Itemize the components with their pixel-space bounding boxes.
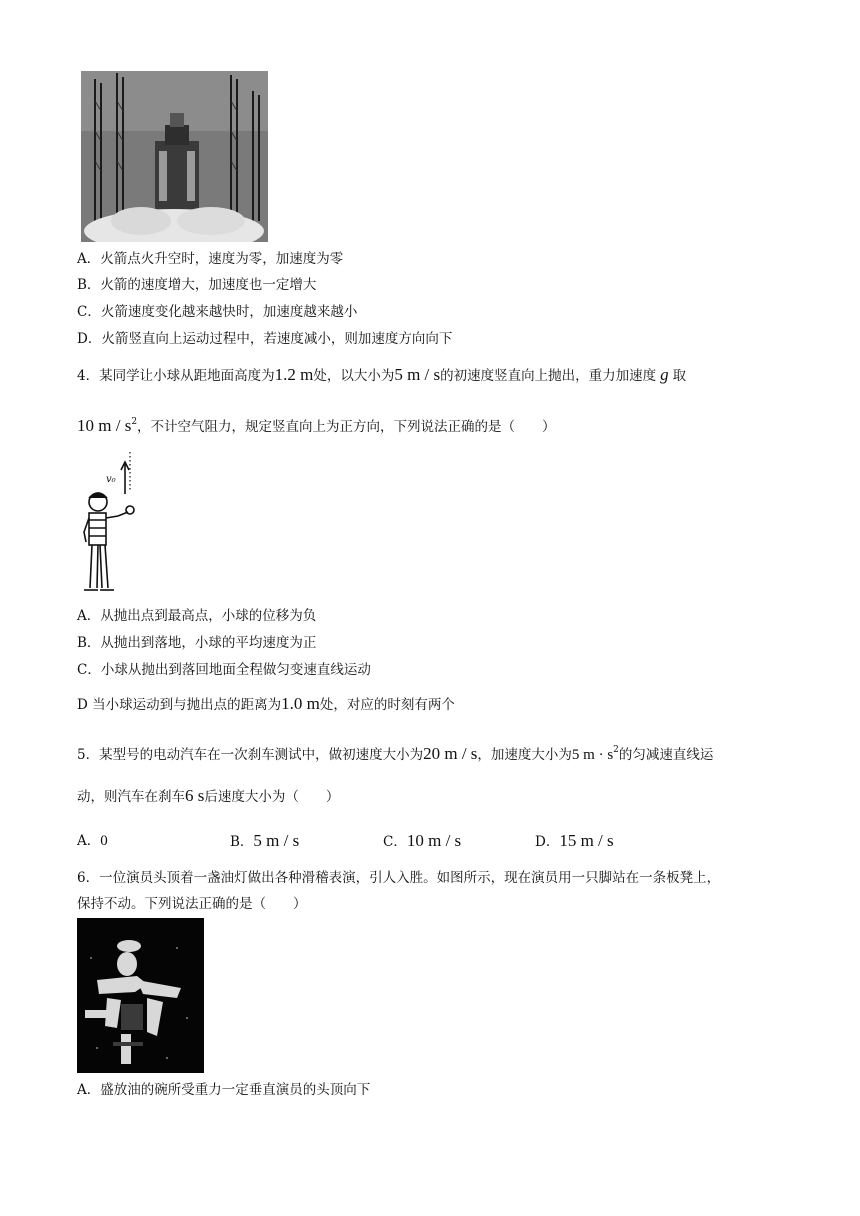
q4-stem-text: 的初速度竖直向上抛出，重力加速度 <box>440 368 657 384</box>
q3-option-a: A．火箭点火升空时，速度为零，加速度为零 <box>77 251 344 267</box>
q5-stem-line1 <box>77 741 713 764</box>
boy-throwing-drawing <box>80 450 150 595</box>
q4-speed-value: 5 m / s <box>394 365 441 384</box>
rocket-launch-image <box>81 71 268 242</box>
q5-time-value: 6 s <box>185 786 205 805</box>
q5-option-value: 10 m / s <box>406 831 462 850</box>
q5-stem-text: 5．某型号的电动汽车在一次刹车测试中，做初速度大小为 <box>77 747 424 763</box>
q4-option-c: C．小球从抛出到落回地面全程做匀变速直线运动 <box>77 662 371 678</box>
q4-stem-text: 4．某同学让小球从距地面高度为 <box>77 368 275 384</box>
performer-photo-drawing <box>77 918 204 1073</box>
q5-stem-text: 的匀减速直线运 <box>618 747 714 763</box>
q4-stem-line2 <box>77 413 556 436</box>
q4-option-a: A．从抛出点到最高点，小球的位移为负 <box>77 608 317 624</box>
boy-throwing-ball-image <box>80 450 150 595</box>
q4-option-d-text: 处，对应的时刻有两个 <box>319 697 455 713</box>
q5-option-label: C． <box>383 834 407 850</box>
q5-initial-speed: 20 m / s <box>423 744 478 763</box>
q6-stem-line2: 保持不动。下列说法正确的是（ ） <box>77 896 307 912</box>
q5-option-value: 15 m / s <box>559 831 614 850</box>
q5-option-c <box>383 832 461 851</box>
q5-option-label: D． <box>535 834 560 850</box>
rocket-launch-drawing <box>81 71 268 242</box>
q4-stem-text: ，不计空气阻力，规定竖直向上为正方向，下列说法正确的是（ ） <box>137 419 556 435</box>
q5-option-label: B． <box>230 834 254 850</box>
q4-g-exponent: 2 <box>131 417 138 427</box>
q5-option-label: A． <box>77 833 101 849</box>
q5-option-b <box>230 832 299 851</box>
q4-option-d-text: D 当小球运动到与抛出点的距离为 <box>77 697 282 713</box>
q5-stem-text: 后速度大小为（ ） <box>204 789 340 805</box>
q5-acceleration-exponent: 2 <box>613 745 619 755</box>
q3-option-d: D．火箭竖直向上运动过程中，若速度减小，则加速度方向向下 <box>77 331 453 347</box>
q5-option-value: 0 <box>100 833 108 849</box>
q5-option-value: 5 m / s <box>253 831 300 850</box>
q5-option-a <box>77 832 108 850</box>
q4-g-value: 10 m / s <box>77 416 132 435</box>
v0-label: v₀ <box>106 474 116 485</box>
q6-stem-line1: 6．一位演员头顶着一盏油灯做出各种滑稽表演，引人入胜。如图所示，现在演员用一只脚站在一条板凳上， <box>77 870 721 886</box>
q3-option-b: B．火箭的速度增大，加速度也一定增大 <box>77 277 317 293</box>
q3-option-c: C．火箭速度变化越来越快时，加速度越来越小 <box>77 304 358 320</box>
q4-height-value: 1.2 m <box>274 365 314 384</box>
q4-distance-value: 1.0 m <box>281 694 320 713</box>
q4-option-d <box>77 695 455 714</box>
q5-stem-line2 <box>77 787 339 806</box>
q4-option-b: B．从抛出到落地，小球的平均速度为正 <box>77 635 317 651</box>
q4-stem-text: 处，以大小为 <box>313 368 395 384</box>
q4-stem-line1 <box>77 366 686 385</box>
q4-stem-text: 取 <box>672 368 687 384</box>
q4-g-symbol: g <box>660 365 669 384</box>
q5-stem-text: 动，则汽车在刹车 <box>77 789 185 805</box>
q5-option-d <box>535 832 614 851</box>
q5-stem-text: ，加速度大小为 <box>477 747 572 763</box>
q6-option-a: A．盛放油的碗所受重力一定垂直演员的头顶向下 <box>77 1082 371 1098</box>
q5-acceleration: 5 m · s <box>571 747 614 763</box>
performer-photo-image <box>77 918 204 1073</box>
